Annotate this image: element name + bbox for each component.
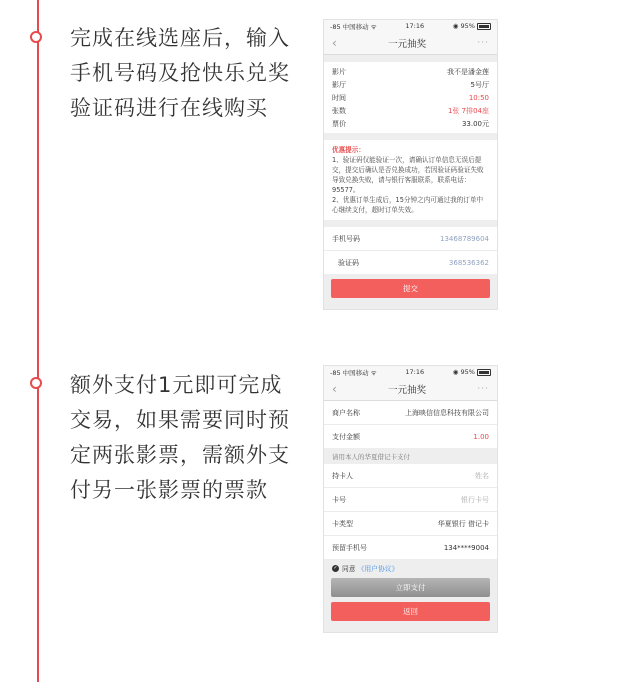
card-type-field: 卡类型 华夏银行 借记卡 xyxy=(324,512,497,536)
timeline-dot-2 xyxy=(30,377,42,389)
back-arrow-icon[interactable]: ‹ xyxy=(332,36,337,50)
card-hint: 请用本人的华夏借记卡支付 xyxy=(332,452,410,461)
step-1-text: 完成在线选座后，输入手机号码及抢快乐兑奖验证码进行在线购买 xyxy=(70,26,290,120)
tips-heading: 优惠提示： xyxy=(332,146,365,154)
status-bar xyxy=(324,366,497,378)
battery-icon xyxy=(477,23,491,30)
agreement-row[interactable] xyxy=(324,559,497,573)
battery-icon xyxy=(477,369,491,376)
verify-code-value[interactable]: 368536362 xyxy=(448,258,489,267)
timeline-dot-1 xyxy=(30,31,42,43)
tips-line-1: 1、验证码仅能验证一次，请确认订单信息无误后提交，提交后确认是否兑换成功，若因验证码验证失败导致兑换失败，请与银行客服联系，联系电话：95577。 xyxy=(332,156,484,194)
phone-screenshot-1 xyxy=(323,19,498,310)
nav-bar xyxy=(324,378,497,401)
nav-title: 一元抽奖 xyxy=(388,385,427,396)
order-row-hall: 影厅 5号厅 xyxy=(332,80,489,89)
order-row-time: 时间 10:50 xyxy=(332,93,489,102)
phone-screenshot-2 xyxy=(323,365,498,633)
user-agreement-link[interactable]: 《用户协议》 xyxy=(357,565,399,573)
promo-tips xyxy=(324,140,497,220)
merchant-row: 商户名称 上海映信信息科技有限公司 xyxy=(324,401,497,425)
payment-summary xyxy=(324,401,497,448)
verify-form xyxy=(324,227,497,274)
phone-number-value[interactable]: 13468789604 xyxy=(440,234,489,243)
phone-number-field[interactable] xyxy=(324,227,497,251)
verify-code-label: 验证码 xyxy=(338,258,359,267)
pay-now-button[interactable]: 立即支付 xyxy=(331,578,490,597)
return-button[interactable]: 返回 xyxy=(331,602,490,621)
more-icon[interactable]: ··· xyxy=(477,38,489,48)
order-row-count: 张数 1张 7排04座 xyxy=(332,106,489,115)
tips-line-2: 2、优惠订单生成后，15分钟之内可通过我的订单中心继续支付，超时订单失效。 xyxy=(332,196,484,214)
battery-status: ◉ 95% xyxy=(453,22,491,30)
status-bar xyxy=(324,20,497,32)
time-text: 17:16 xyxy=(405,22,425,30)
agree-text: 同意 xyxy=(342,565,356,573)
phone-number-label: 手机号码 xyxy=(332,234,360,243)
battery-status: ◉ 95% xyxy=(453,368,491,376)
order-row-film: 影片 我不是潘金莲 xyxy=(332,67,489,76)
amount-row: 支付金额 1.00 xyxy=(332,432,489,441)
reserved-phone-field: 预留手机号 134****9004 xyxy=(332,543,489,552)
card-form xyxy=(324,464,497,559)
checkbox-checked-icon[interactable]: ✓ xyxy=(333,565,338,571)
order-row-price: 票价 33.00元 xyxy=(332,119,489,128)
more-icon[interactable]: ··· xyxy=(477,384,489,394)
submit-button[interactable]: 提交 xyxy=(331,279,490,298)
nav-title: 一元抽奖 xyxy=(388,39,427,50)
carrier-text: -85 中国移动 ᯤ xyxy=(330,22,377,31)
back-arrow-icon[interactable]: ‹ xyxy=(332,382,337,396)
order-summary xyxy=(324,62,497,133)
timeline-line xyxy=(37,0,39,682)
step-2-text: 额外支付1元即可完成交易，如果需要同时预定两张影票，需额外支付另一张影票的票款 xyxy=(70,373,290,502)
time-text: 17:16 xyxy=(405,368,425,376)
verify-code-field[interactable] xyxy=(324,251,497,274)
nav-bar xyxy=(324,32,497,55)
cardholder-field[interactable]: 持卡人 姓名 xyxy=(324,464,497,488)
carrier-text: -85 中国移动 ᯤ xyxy=(330,368,377,377)
card-number-field[interactable]: 卡号 银行卡号 xyxy=(324,488,497,512)
